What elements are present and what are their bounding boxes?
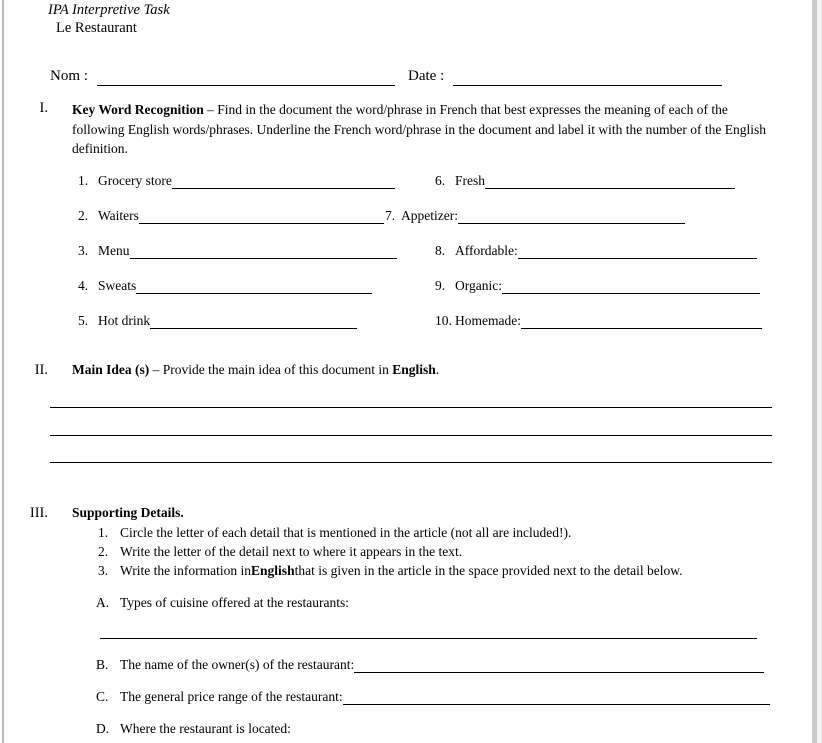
page-edge-left	[2, 0, 4, 743]
instruction-2	[98, 544, 462, 561]
date-label: Date :	[408, 68, 445, 84]
item-number: 3.	[78, 243, 89, 258]
detail-item-d	[96, 722, 291, 737]
item-number: 2.	[78, 208, 89, 223]
section2-numeral: II.	[34, 362, 48, 378]
item-label: Appetizer:	[401, 208, 458, 223]
item-label: Homemade:	[455, 313, 521, 328]
detail-item-a	[96, 596, 349, 611]
keyword-item-4	[78, 279, 372, 294]
item-label: Sweats	[98, 278, 137, 293]
instruction-1	[98, 525, 571, 542]
main-idea-answer-line-1[interactable]	[50, 407, 772, 408]
item-label: Waiters	[98, 208, 139, 223]
item-label: Hot drink	[98, 313, 151, 328]
item-label: Grocery store	[98, 173, 172, 188]
item-number: 7.	[385, 208, 396, 223]
nom-blank-field[interactable]	[97, 70, 395, 86]
keyword-blank-1[interactable]	[172, 173, 395, 189]
keyword-item-9	[435, 279, 760, 294]
detail-item-b	[96, 658, 764, 673]
keyword-blank-6[interactable]	[485, 173, 735, 189]
instruction-text-pre: Write the information in	[120, 563, 252, 578]
keyword-blank-2[interactable]	[139, 208, 384, 224]
item-number: 6.	[435, 173, 446, 188]
item-label: Fresh	[455, 173, 485, 188]
detail-letter: A.	[96, 595, 110, 610]
instruction-text: Write the letter of the detail next to where it appears in the text.	[120, 544, 463, 559]
keyword-item-1	[78, 174, 395, 189]
section2-heading	[72, 362, 439, 378]
keyword-blank-7[interactable]	[458, 208, 685, 224]
item-number: 5.	[78, 313, 89, 328]
instruction-text-post: that is given in the article in the space provided next to the detail below.	[294, 563, 683, 578]
section2-heading-bold2: English	[392, 362, 436, 377]
keyword-blank-4[interactable]	[136, 278, 372, 294]
keyword-blank-9[interactable]	[502, 278, 760, 294]
section2-heading-end: .	[435, 362, 440, 377]
page-edge-right-outer	[817, 0, 822, 743]
keyword-item-10	[435, 314, 762, 329]
keyword-item-3	[78, 244, 397, 259]
detail-b-answer-line[interactable]	[354, 657, 764, 673]
keyword-item-7	[385, 209, 685, 224]
instruction-number: 3.	[98, 563, 109, 578]
section1-numeral: I.	[39, 100, 48, 116]
detail-text: The name of the owner(s) of the restaurant:	[120, 657, 355, 672]
instruction-number: 1.	[98, 525, 109, 540]
keyword-blank-3[interactable]	[130, 243, 398, 259]
main-idea-answer-line-2[interactable]	[50, 435, 772, 436]
item-number: 9.	[435, 278, 446, 293]
item-label: Organic:	[455, 278, 502, 293]
keyword-item-5	[78, 314, 357, 329]
section1-heading-rest: – Find in the document the word/phrase in French that best expresses the meaning of each of the following English words/phrases. Underline the French word/phrase in the document and label it with the number of the English definition.	[72, 102, 766, 157]
instruction-text-bold: English	[251, 563, 295, 578]
instruction-text: Circle the letter of each detail that is mentioned in the article (not all are included!).	[120, 525, 572, 540]
section3-numeral: III.	[29, 505, 48, 521]
detail-letter: D.	[96, 721, 110, 736]
keyword-item-6	[435, 174, 735, 189]
keyword-item-2	[78, 209, 384, 224]
detail-c-answer-line[interactable]	[343, 689, 770, 705]
detail-item-c	[96, 690, 770, 705]
main-idea-answer-line-3[interactable]	[50, 462, 772, 463]
detail-letter: B.	[96, 657, 109, 672]
doc-title: IPA Interpretive Task	[48, 2, 170, 18]
detail-text: Types of cuisine offered at the restaurants:	[120, 595, 349, 610]
item-number: 4.	[78, 278, 89, 293]
item-number: 1.	[78, 173, 89, 188]
detail-a-answer-line[interactable]	[100, 622, 757, 639]
item-label: Affordable:	[455, 243, 518, 258]
item-number: 8.	[435, 243, 446, 258]
detail-text: Where the restaurant is located:	[120, 721, 291, 736]
section1-heading	[72, 100, 766, 159]
item-label: Menu	[98, 243, 130, 258]
instruction-number: 2.	[98, 544, 109, 559]
section3-heading: Supporting Details.	[72, 505, 184, 520]
keyword-blank-10[interactable]	[521, 313, 762, 329]
detail-text: The general price range of the restaurant:	[120, 689, 343, 704]
keyword-blank-8[interactable]	[518, 243, 757, 259]
item-number: 10.	[435, 313, 452, 328]
keyword-blank-5[interactable]	[150, 313, 357, 329]
instruction-3	[98, 563, 682, 580]
section2-heading-mid: – Provide the main idea of this document in	[149, 362, 393, 377]
section1-heading-bold: Key Word Recognition	[72, 102, 204, 117]
section2-heading-bold: Main Idea (s)	[72, 362, 150, 377]
nom-label: Nom :	[50, 68, 88, 84]
date-blank-field[interactable]	[453, 70, 722, 86]
keyword-item-8	[435, 244, 757, 259]
doc-subtitle: Le Restaurant	[56, 20, 137, 36]
detail-letter: C.	[96, 689, 109, 704]
